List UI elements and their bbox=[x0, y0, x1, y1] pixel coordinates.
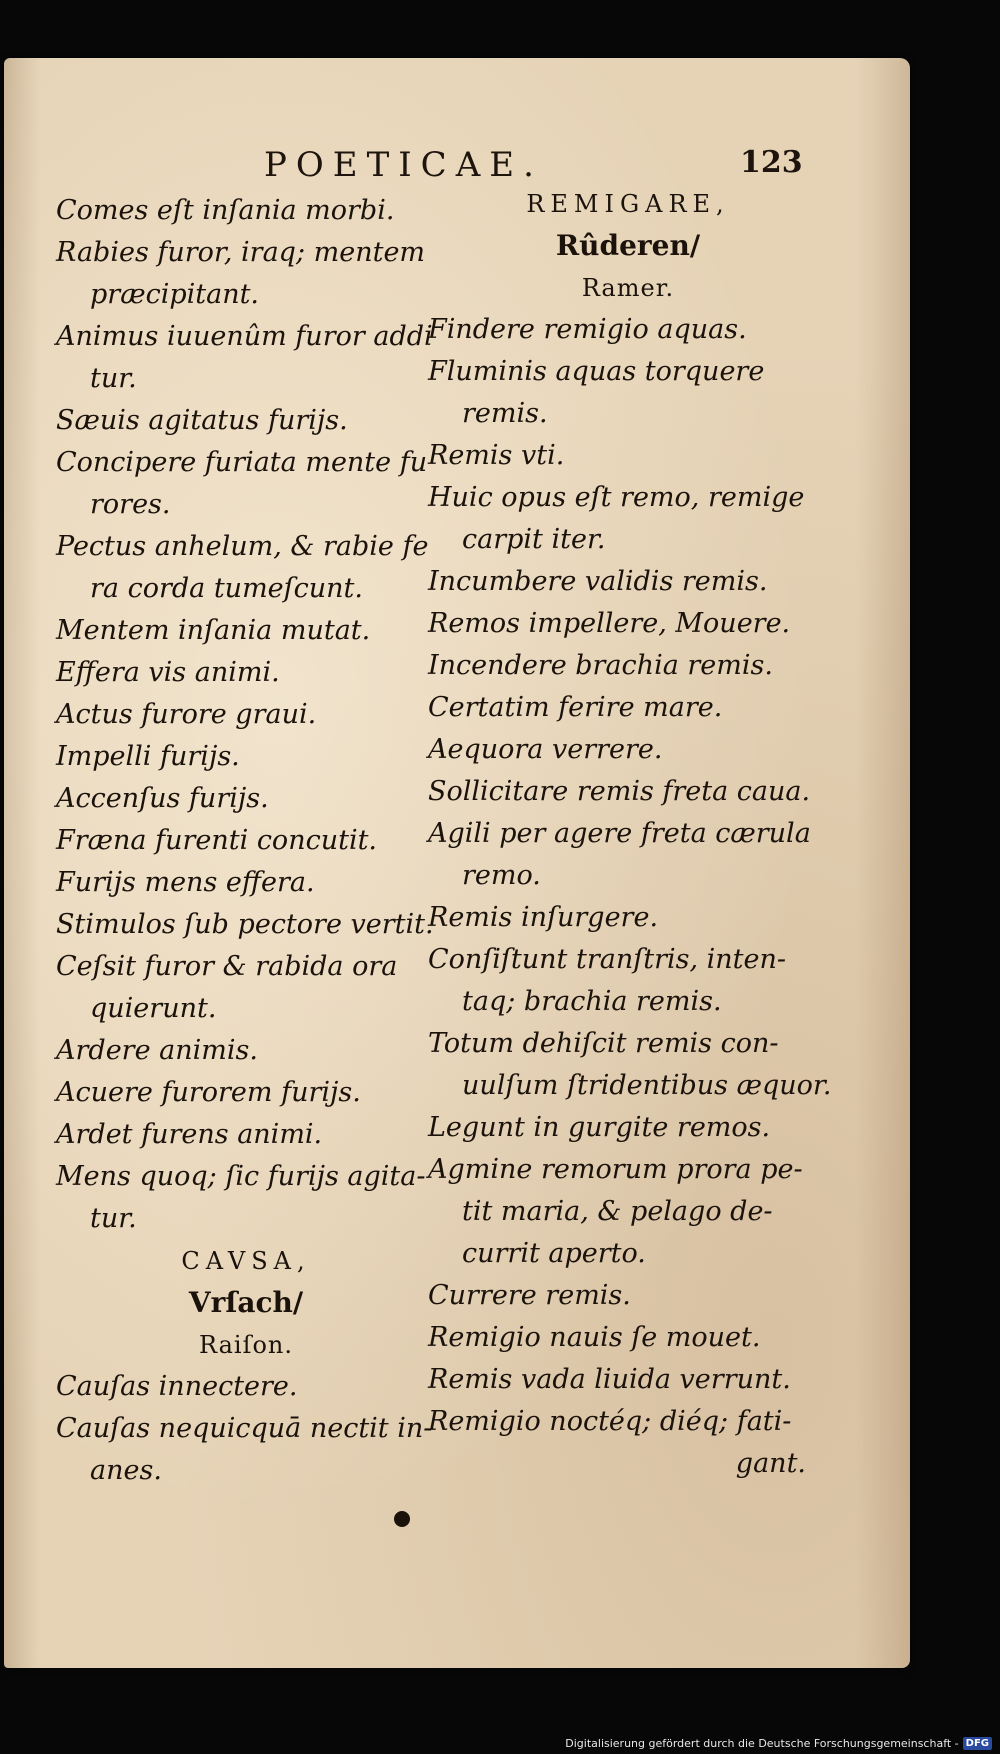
text-line: Certatim ferire mare. bbox=[428, 692, 723, 723]
text-line: Actus furore graui. bbox=[56, 699, 317, 730]
section-heading-causa: CAVSA, bbox=[181, 1247, 311, 1275]
text-line: tit maria, & pelago de- bbox=[462, 1196, 773, 1227]
text-line: Concipere furiata mente fu bbox=[56, 447, 428, 478]
text-line: Accenſus furijs. bbox=[56, 783, 269, 814]
section-heading-german: Vrſach/ bbox=[188, 1286, 304, 1319]
text-line: Totum dehiſcit remis con- bbox=[428, 1028, 779, 1059]
text-line: Pectus anhelum, & rabie fe bbox=[56, 531, 429, 562]
text-line: Incumbere validis remis. bbox=[428, 566, 768, 597]
text-line: Impelli furijs. bbox=[56, 741, 240, 772]
text-line: Agili per agere freta cærula bbox=[428, 818, 811, 849]
text-line: Cauſas nequicquā nectit in- bbox=[56, 1413, 433, 1444]
text-line: Remis inſurgere. bbox=[428, 902, 659, 933]
text-line: ra corda tumeſcunt. bbox=[90, 573, 363, 604]
ornament-dot bbox=[394, 1511, 410, 1527]
text-line: Remis vti. bbox=[428, 440, 565, 471]
text-line: Remigio noctéq; diéq; fati- bbox=[428, 1406, 792, 1437]
text-line: Stimulos ſub pectore vertit. bbox=[56, 909, 434, 940]
text-line: Legunt in gurgite remos. bbox=[428, 1112, 771, 1143]
text-line: Fluminis aquas torquere bbox=[428, 356, 765, 387]
text-line: Furijs mens effera. bbox=[56, 867, 315, 898]
text-line: Remis vada liuida verrunt. bbox=[428, 1364, 791, 1395]
text-line: Fræna furenti concutit. bbox=[56, 825, 378, 856]
left-text-column bbox=[56, 190, 436, 1492]
text-line: Currere remis. bbox=[428, 1280, 631, 1311]
text-line: uulſum ſtridentibus æquor. bbox=[462, 1070, 832, 1101]
text-line: Aequora verrere. bbox=[428, 734, 663, 765]
text-line: taq; brachia remis. bbox=[462, 986, 722, 1017]
text-line: Comes eſt inſania morbi. bbox=[56, 195, 395, 226]
section-heading-french: Ramer. bbox=[581, 274, 675, 302]
digitization-credit bbox=[565, 1737, 992, 1750]
section-heading-remigare: REMIGARE, bbox=[526, 190, 730, 218]
text-line: Huic opus eſt remo, remige bbox=[428, 482, 805, 513]
text-line: remo. bbox=[462, 860, 541, 891]
section-heading-german: Rûderen/ bbox=[555, 229, 701, 262]
text-line: Effera vis animi. bbox=[56, 657, 280, 688]
text-line: tur. bbox=[90, 363, 137, 394]
text-line: Agmine remorum prora pe- bbox=[428, 1154, 803, 1185]
text-line: Ardet furens animi. bbox=[56, 1119, 323, 1150]
text-line: Incendere brachia remis. bbox=[428, 650, 773, 681]
right-text-column bbox=[428, 183, 832, 1485]
page-number: 123 bbox=[740, 145, 803, 180]
text-line: Mens quoq; ſic furijs agita- bbox=[56, 1161, 426, 1192]
text-line: Remigio nauis ſe mouet. bbox=[428, 1322, 761, 1353]
text-line: remis. bbox=[462, 398, 548, 429]
text-line: anes. bbox=[90, 1455, 162, 1486]
text-line: Acuere furorem furijs. bbox=[56, 1077, 361, 1108]
text-line: Findere remigio aquas. bbox=[428, 314, 747, 345]
text-line: Conſiſtunt tranſtris, inten- bbox=[428, 944, 787, 975]
text-line: carpit iter. bbox=[462, 524, 606, 555]
text-line: Rabies furor, iraq; mentem bbox=[56, 237, 426, 268]
text-line: Mentem inſania mutat. bbox=[56, 615, 371, 646]
text-line: Remos impellere, Mouere. bbox=[428, 608, 791, 639]
text-line: gant. bbox=[735, 1448, 806, 1479]
text-line: Ardere animis. bbox=[56, 1035, 258, 1066]
text-line: Ceſsit furor & rabida ora bbox=[56, 951, 398, 982]
text-line: currit aperto. bbox=[462, 1238, 646, 1269]
text-line: rores. bbox=[90, 489, 171, 520]
dfg-logo-icon: DFG bbox=[963, 1737, 992, 1750]
text-line: quierunt. bbox=[90, 993, 217, 1024]
running-head-title: POETICAE. bbox=[264, 145, 543, 185]
text-line: præcipitant. bbox=[90, 279, 260, 310]
text-line: Sæuis agitatus furijs. bbox=[56, 405, 348, 436]
section-heading-french: Raiſon. bbox=[198, 1331, 294, 1359]
text-line: tur. bbox=[90, 1203, 137, 1234]
text-line: Sollicitare remis freta caua. bbox=[428, 776, 811, 807]
text-line: Animus iuuenûm furor addi bbox=[56, 321, 433, 352]
credit-text: Digitalisierung gefördert durch die Deutsche Forschungsgemeinschaft - bbox=[565, 1737, 959, 1750]
text-line: Cauſas innectere. bbox=[56, 1371, 298, 1402]
